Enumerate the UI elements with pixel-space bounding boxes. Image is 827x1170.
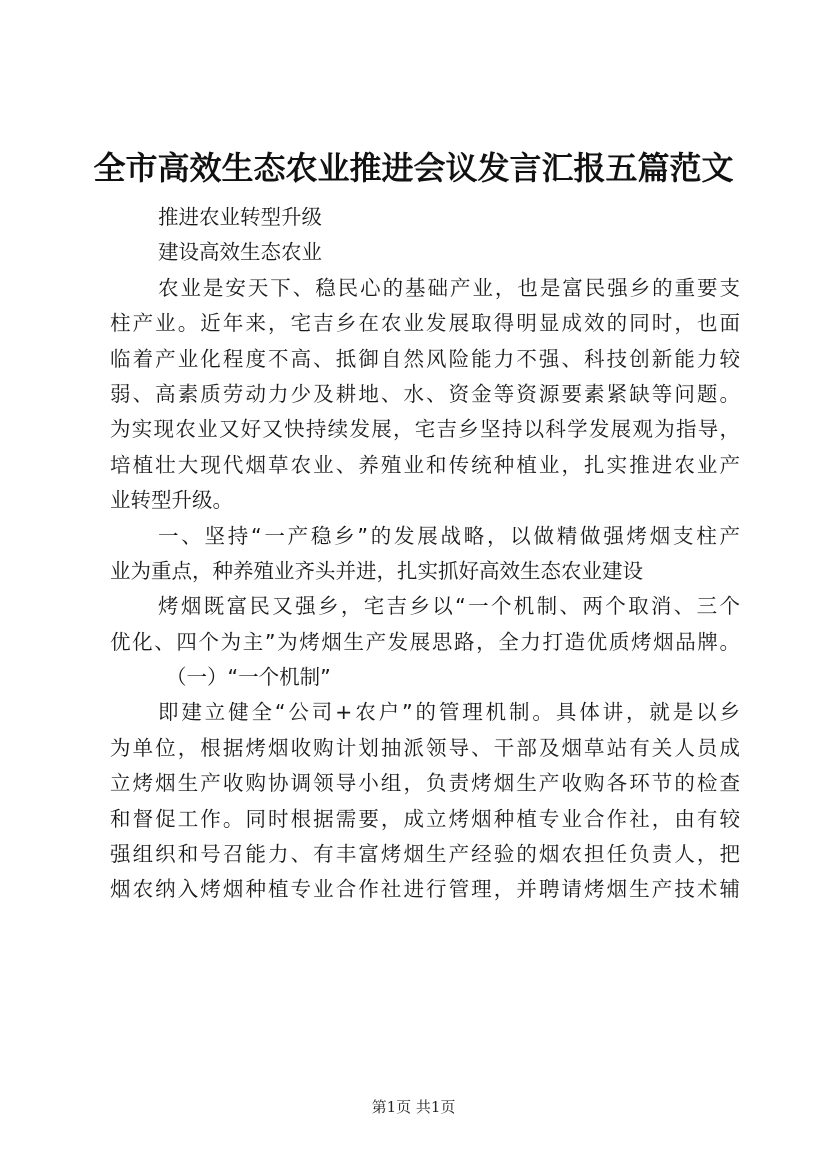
subheading-line: 建设高效生态农业 [158,240,322,265]
document-body [110,200,740,908]
paragraph-line: 优化、四个为主”为烤烟生产发展思路，全力打造优质烤烟品牌。 [110,629,740,654]
subsection-heading-line: （一）“一个机制” [166,665,331,690]
paragraph-line: 烤烟既富民又强乡，宅吉乡以“一个机制、两个取消、三个 [158,594,740,619]
section-heading-line: 一、坚持“一产稳乡”的发展战略，以做精做强烤烟支柱产 [158,523,740,548]
paragraph-line: 即建立健全“公司+农户”的管理机制。具体讲，就是以乡 [158,700,740,725]
paragraph-line: 强组织和号召能力、有丰富烤烟生产经验的烟农担任负责人，把 [110,842,740,867]
paragraph-line: 农业是安天下、稳民心的基础产业，也是富民强乡的重要支 [158,275,740,300]
paragraph-line: 弱、高素质劳动力少及耕地、水、资金等资源要素紧缺等问题。 [110,381,740,406]
document-title: 全市高效生态农业推进会议发言汇报五篇范文 [93,149,734,187]
paragraph-line: 培植壮大现代烟草农业、养殖业和传统种植业，扎实推进农业产 [110,452,740,477]
paragraph-line: 柱产业。近年来，宅吉乡在农业发展取得明显成效的同时，也面 [110,311,740,336]
paragraph-line: 和督促工作。同时根据需要，成立烤烟种植专业合作社，由有较 [110,806,740,831]
paragraph-line: 临着产业化程度不高、抵御自然风险能力不强、科技创新能力较 [110,346,740,371]
page-footer: 第1页 共1页 [371,1098,456,1116]
subheading-line: 推进农业转型升级 [158,205,322,229]
paragraph-line: 为单位，根据烤烟收购计划抽派领导、干部及烟草站有关人员成 [110,735,740,760]
paragraph-line: 立烤烟生产收购协调领导小组，负责烤烟生产收购各环节的检查 [110,771,740,796]
paragraph-line: 烟农纳入烤烟种植专业合作社进行管理，并聘请烤烟生产技术辅 [110,877,740,902]
paragraph-line: 业转型升级。 [110,488,233,513]
paragraph-line: 为实现农业又好又快持续发展，宅吉乡坚持以科学发展观为指导， [110,417,740,442]
section-heading-line: 业为重点，种养殖业齐头并进，扎实抓好高效生态农业建设 [110,558,643,583]
